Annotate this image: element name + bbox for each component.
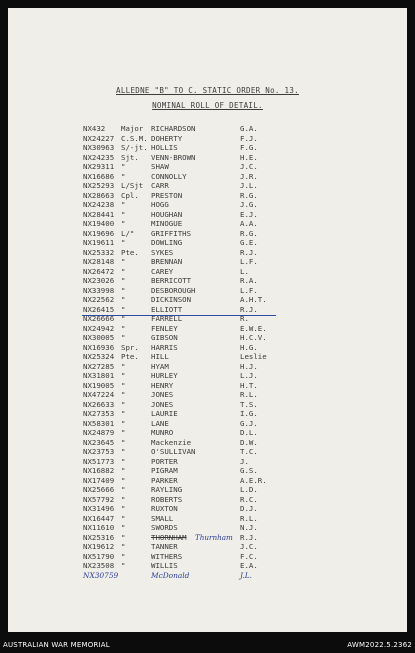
service-number: NX33998 xyxy=(83,285,115,295)
rank: " xyxy=(121,238,126,247)
roll-entry xyxy=(83,181,343,191)
rank: " xyxy=(121,333,126,342)
initials: F.C. xyxy=(240,551,258,561)
roll-entry xyxy=(83,219,343,229)
surname: SYKES xyxy=(151,247,174,257)
initials: A.A. xyxy=(240,219,258,228)
roll-entry xyxy=(83,552,343,562)
roll-entry xyxy=(83,542,343,552)
surname: JONES xyxy=(151,390,174,399)
surname: CARR xyxy=(151,181,169,190)
roll-entry xyxy=(83,362,343,372)
initials: E.A. xyxy=(240,561,258,570)
rank: " xyxy=(121,428,126,437)
surname: ELLIOTT xyxy=(151,304,183,314)
surname: TANNER xyxy=(151,542,178,551)
rank: C.S.M. xyxy=(121,133,148,143)
roll-entry xyxy=(83,571,343,581)
handwritten-correction: Thurnham xyxy=(195,532,233,542)
initials: D.L. xyxy=(240,428,258,437)
rank: Spr. xyxy=(121,342,139,352)
rank: " xyxy=(121,437,126,447)
rank: " xyxy=(121,409,126,418)
service-number: NX24879 xyxy=(83,428,115,437)
service-number: NX25666 xyxy=(83,485,115,494)
initials: R.L. xyxy=(240,513,258,523)
rank: " xyxy=(121,456,126,466)
service-number: NX19612 xyxy=(83,542,115,551)
service-number: NX19005 xyxy=(83,380,115,390)
rank: Sjt. xyxy=(121,152,139,162)
service-number: NX16447 xyxy=(83,513,115,523)
surname: HOLLIS xyxy=(151,143,178,152)
roll-entry xyxy=(83,447,343,457)
service-number: NX24942 xyxy=(83,323,115,333)
surname: BRENNAN xyxy=(151,257,183,266)
surname: WITHERS xyxy=(151,551,183,561)
rank: L/" xyxy=(121,228,135,238)
service-number: NX16936 xyxy=(83,342,115,352)
service-number: NX25316 xyxy=(83,532,115,542)
service-number: NX57792 xyxy=(83,494,115,504)
roll-entry xyxy=(83,428,343,438)
surname: HOGG xyxy=(151,200,169,209)
rank: " xyxy=(121,266,126,276)
initials: G.A. xyxy=(240,124,258,133)
surname: HYAM xyxy=(151,361,169,371)
roll-entry xyxy=(83,400,343,410)
surname: SWORDS xyxy=(151,523,178,532)
roll-entry xyxy=(83,210,343,220)
rank: Cpl. xyxy=(121,190,139,200)
service-number: NX23753 xyxy=(83,447,115,456)
surname: SMALL xyxy=(151,513,174,523)
service-number: NX47224 xyxy=(83,390,115,399)
document-subheading: NOMINAL ROLL OF DETAIL. xyxy=(152,101,263,110)
surname: VENN-BROWN xyxy=(151,152,196,162)
service-number: NX25332 xyxy=(83,247,115,257)
initials: Leslie xyxy=(240,352,267,361)
rank: " xyxy=(121,200,126,209)
rank: " xyxy=(121,380,126,390)
rank: " xyxy=(121,523,126,532)
rank: L/Sjt xyxy=(121,181,144,190)
surname: RUXTON xyxy=(151,504,178,513)
roll-entry xyxy=(83,295,343,305)
initials: R.J. xyxy=(240,304,258,314)
service-number: NX22562 xyxy=(83,295,115,304)
service-number: NX19696 xyxy=(83,228,115,238)
service-number: NX30005 xyxy=(83,333,115,342)
rank: " xyxy=(121,219,126,228)
surname: Mackenzie xyxy=(151,437,192,447)
initials: L.F. xyxy=(240,257,258,266)
service-number: NX23645 xyxy=(83,437,115,447)
initials: R.J. xyxy=(240,247,258,257)
roll-entry xyxy=(83,162,343,172)
rank: " xyxy=(121,304,126,314)
roll-entry xyxy=(83,248,343,258)
roll-entry xyxy=(83,229,343,239)
service-number: NX24235 xyxy=(83,152,115,162)
service-number: NX26666 xyxy=(83,314,115,323)
rank: Pte. xyxy=(121,352,139,361)
initials: H.E. xyxy=(240,152,258,162)
initials: F.J. xyxy=(240,133,258,143)
roll-entry xyxy=(83,143,343,153)
roll-entry xyxy=(83,276,343,286)
roll-entry xyxy=(83,523,343,533)
service-number: NX24238 xyxy=(83,200,115,209)
service-number: NX17409 xyxy=(83,475,115,485)
service-number: NX19400 xyxy=(83,219,115,228)
service-number: NX30963 xyxy=(83,143,115,152)
rank: " xyxy=(121,485,126,494)
service-number: NX51790 xyxy=(83,551,115,561)
roll-entry xyxy=(83,286,343,296)
surname: MINOGUE xyxy=(151,219,183,228)
initials: L. xyxy=(240,266,249,276)
surname: O'SULLIVAN xyxy=(151,447,196,456)
initials: E.J. xyxy=(240,209,258,219)
roll-entry xyxy=(83,514,343,524)
initials: J.G. xyxy=(240,200,258,209)
roll-entry xyxy=(83,504,343,514)
surname: LANE xyxy=(151,418,169,428)
rank: " xyxy=(121,504,126,513)
service-number: NX58301 xyxy=(83,418,115,428)
roll-entry xyxy=(83,352,343,362)
roll-entry xyxy=(83,267,343,277)
rank: " xyxy=(121,314,126,323)
rank: " xyxy=(121,551,126,561)
service-number: NX26633 xyxy=(83,399,115,409)
surname: JONES xyxy=(151,399,174,409)
rank: " xyxy=(121,447,126,456)
roll-entry xyxy=(83,134,343,144)
surname: SHAW xyxy=(151,162,169,171)
initials: J. xyxy=(240,456,249,466)
nominal-roll-list xyxy=(83,124,343,580)
roll-entry xyxy=(83,172,343,182)
service-number: NX25293 xyxy=(83,181,115,190)
service-number: NX28441 xyxy=(83,209,115,219)
surname: MUNRO xyxy=(151,428,174,437)
rank: " xyxy=(121,295,126,304)
service-number: NX31496 xyxy=(83,504,115,513)
initials: J.C. xyxy=(240,162,258,171)
service-number: NX26415 xyxy=(83,304,115,314)
footer-reference: AWM2022.5.2362 xyxy=(347,641,412,649)
document-heading: ALLEDNE "B" TO C. STATIC ORDER No. 13. xyxy=(116,86,299,95)
surname: PIGRAM xyxy=(151,466,178,475)
roll-entry xyxy=(83,343,343,353)
initials: J.R. xyxy=(240,171,258,181)
roll-entry xyxy=(83,419,343,429)
roll-entry xyxy=(83,476,343,486)
roll-entry xyxy=(83,438,343,448)
surname: HARRIS xyxy=(151,342,178,352)
rank: " xyxy=(121,361,126,371)
service-number: NX29311 xyxy=(83,162,115,171)
surname: McDonald xyxy=(151,570,190,580)
rank: " xyxy=(121,323,126,333)
surname: CAREY xyxy=(151,266,174,276)
service-number: NX11610 xyxy=(83,523,115,532)
roll-entry xyxy=(83,466,343,476)
document-page xyxy=(8,8,407,632)
rank: " xyxy=(121,418,126,428)
surname: PARKER xyxy=(151,475,178,485)
rank: " xyxy=(121,285,126,295)
surname: HILL xyxy=(151,352,169,361)
surname: FENLEY xyxy=(151,323,178,333)
initials: H.T. xyxy=(240,380,258,390)
surname: RICHARDSON xyxy=(151,124,196,133)
surname: HURLEY xyxy=(151,371,178,380)
surname: PORTER xyxy=(151,456,178,466)
rank: Major xyxy=(121,124,144,133)
roll-entry xyxy=(83,457,343,467)
service-number: NX432 xyxy=(83,124,106,133)
handwritten-underline xyxy=(82,315,276,316)
roll-entry xyxy=(83,257,343,267)
initials: J.L. xyxy=(240,181,258,190)
rank: " xyxy=(121,513,126,523)
rank: " xyxy=(121,390,126,399)
rank: " xyxy=(121,475,126,485)
initials: R.L. xyxy=(240,390,258,399)
roll-entry xyxy=(83,533,343,543)
initials: A.H.T. xyxy=(240,295,267,304)
rank: " xyxy=(121,561,126,570)
roll-entry xyxy=(83,409,343,419)
surname: DOHERTY xyxy=(151,133,183,143)
service-number: NX26472 xyxy=(83,266,115,276)
roll-entry xyxy=(83,371,343,381)
initials: R.A. xyxy=(240,276,258,285)
initials: G.S. xyxy=(240,466,258,475)
roll-entry xyxy=(83,238,343,248)
initials: N.J. xyxy=(240,523,258,532)
service-number: NX27285 xyxy=(83,361,115,371)
rank: " xyxy=(121,542,126,551)
roll-entry xyxy=(83,333,343,343)
service-number: NX24227 xyxy=(83,133,115,143)
rank: " xyxy=(121,162,126,171)
surname: FARRELL xyxy=(151,314,183,323)
surname: DICKINSON xyxy=(151,295,192,304)
initials: L.F. xyxy=(240,285,258,295)
rank: " xyxy=(121,209,126,219)
service-number: NX31801 xyxy=(83,371,115,380)
initials: E.W.E. xyxy=(240,323,267,333)
service-number: NX23026 xyxy=(83,276,115,285)
initials: R.J. xyxy=(240,532,258,542)
roll-entry xyxy=(83,381,343,391)
initials: H.J. xyxy=(240,361,258,371)
initials: J.L. xyxy=(240,570,252,580)
service-number: NX28148 xyxy=(83,257,115,266)
service-number: NX30759 xyxy=(83,570,119,580)
initials: F.G. xyxy=(240,143,258,152)
initials: L.D. xyxy=(240,485,258,494)
service-number: NX25324 xyxy=(83,352,115,361)
rank: " xyxy=(121,257,126,266)
rank: " xyxy=(121,171,126,181)
roll-entry xyxy=(83,485,343,495)
rank: " xyxy=(121,371,126,380)
initials: T.C. xyxy=(240,447,258,456)
surname: PRESTON xyxy=(151,190,183,200)
footer-institution: AUSTRALIAN WAR MEMORIAL xyxy=(3,641,110,649)
initials: G.E. xyxy=(240,238,258,247)
roll-entry xyxy=(83,200,343,210)
rank: " xyxy=(121,276,126,285)
roll-entry xyxy=(83,153,343,163)
surname: HOUGHAN xyxy=(151,209,183,219)
initials: G.J. xyxy=(240,418,258,428)
surname: DESBOROUGH xyxy=(151,285,196,295)
rank: Pte. xyxy=(121,247,139,257)
surname: GIBSON xyxy=(151,333,178,342)
roll-entry xyxy=(83,124,343,134)
initials: R.G. xyxy=(240,228,258,238)
initials: D.W. xyxy=(240,437,258,447)
surname: RAYLING xyxy=(151,485,183,494)
surname: THORNHAM xyxy=(151,532,187,542)
surname: GRIFFITHS xyxy=(151,228,192,238)
initials: T.S. xyxy=(240,399,258,409)
surname: HENRY xyxy=(151,380,174,390)
initials: J.C. xyxy=(240,542,258,551)
rank: " xyxy=(121,399,126,409)
initials: L.J. xyxy=(240,371,258,380)
service-number: NX16882 xyxy=(83,466,115,475)
roll-entry xyxy=(83,191,343,201)
roll-entry xyxy=(83,305,343,315)
roll-entry xyxy=(83,561,343,571)
initials: R.G. xyxy=(240,190,258,200)
rank: " xyxy=(121,532,126,542)
rank: " xyxy=(121,466,126,475)
service-number: NX51773 xyxy=(83,456,115,466)
service-number: NX23508 xyxy=(83,561,115,570)
initials: A.E.R. xyxy=(240,475,267,485)
service-number: NX19611 xyxy=(83,238,115,247)
initials: H.C.V. xyxy=(240,333,267,342)
initials: H.G. xyxy=(240,342,258,352)
roll-entry xyxy=(83,324,343,334)
surname: DOWLING xyxy=(151,238,183,247)
roll-entry xyxy=(83,495,343,505)
rank: S/-jt. xyxy=(121,143,148,152)
surname: LAURIE xyxy=(151,409,178,418)
initials: R.C. xyxy=(240,494,258,504)
surname: ROBERTS xyxy=(151,494,183,504)
service-number: NX28663 xyxy=(83,190,115,200)
service-number: NX27353 xyxy=(83,409,115,418)
service-number: NX16686 xyxy=(83,171,115,181)
initials: D.J. xyxy=(240,504,258,513)
surname: CONNOLLY xyxy=(151,171,187,181)
initials: R. xyxy=(240,314,249,323)
initials: I.G. xyxy=(240,409,258,418)
surname: BERRICOTT xyxy=(151,276,192,285)
roll-entry xyxy=(83,390,343,400)
rank: " xyxy=(121,494,126,504)
surname: WILLIS xyxy=(151,561,178,570)
